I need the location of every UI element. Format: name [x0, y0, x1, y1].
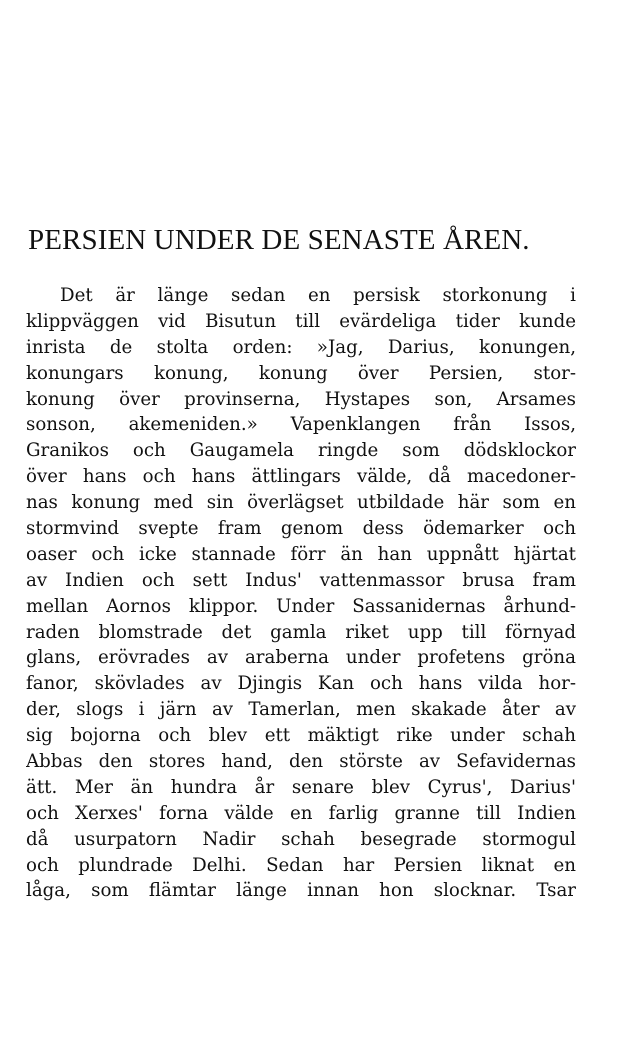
text-line: nas konung med sin överlägset utbildade här som en	[26, 492, 576, 514]
text-line: glans, erövrades av araberna under profetens gröna	[26, 647, 576, 669]
text-line: av Indien och sett Indus' vattenmassor brusa fram	[26, 569, 576, 591]
text-line: klippväggen vid Bisutun till evärdeliga tider kunde	[26, 310, 576, 332]
text-line: och Xerxes' forna välde en farlig granne till Indien	[26, 802, 576, 824]
text-line: sig bojorna och blev ett mäktigt rike under schah	[26, 725, 576, 747]
text-line: och plundrade Delhi. Sedan har Persien liknat en	[26, 854, 576, 876]
text-line: Granikos och Gaugamela ringde som dödsklockor	[26, 440, 576, 462]
text-line: ätt. Mer än hundra år senare blev Cyrus', Darius'	[26, 776, 576, 798]
text-line: Abbas den stores hand, den störste av Sefavidernas	[26, 751, 576, 773]
text-line: mellan Aornos klippor. Under Sassanidernas århund-	[26, 595, 576, 617]
text-line: stormvind svepte fram genom dess ödemarker och	[26, 518, 576, 540]
text-line: der, slogs i järn av Tamerlan, men skakade åter av	[26, 699, 576, 721]
text-line: Det är länge sedan en persisk storkonung i	[60, 285, 576, 306]
text-line: sonson, akemeniden.» Vapenklangen från Issos,	[26, 414, 576, 436]
chapter-title: PERSIEN UNDER DE SENASTE ÅREN.	[28, 224, 530, 256]
text-line: konungars konung, konung över Persien, stor-	[26, 362, 576, 384]
text-line: konung över provinserna, Hystapes son, Arsames	[26, 388, 576, 410]
text-line: inrista de stolta orden: »Jag, Darius, konungen,	[26, 336, 576, 358]
text-line: över hans och hans ättlingars välde, då macedoner-	[26, 466, 576, 488]
body-paragraph	[26, 283, 576, 904]
text-line: låga, som flämtar länge innan hon slocknar. Tsar	[26, 880, 576, 902]
text-line: då usurpatorn Nadir schah besegrade stormogul	[26, 828, 576, 850]
text-line: oaser och icke stannade förr än han uppnått hjärtat	[26, 543, 576, 565]
text-line: raden blomstrade det gamla riket upp till förnyad	[26, 621, 576, 643]
text-line: fanor, skövlades av Djingis Kan och hans vilda hor-	[26, 673, 576, 695]
